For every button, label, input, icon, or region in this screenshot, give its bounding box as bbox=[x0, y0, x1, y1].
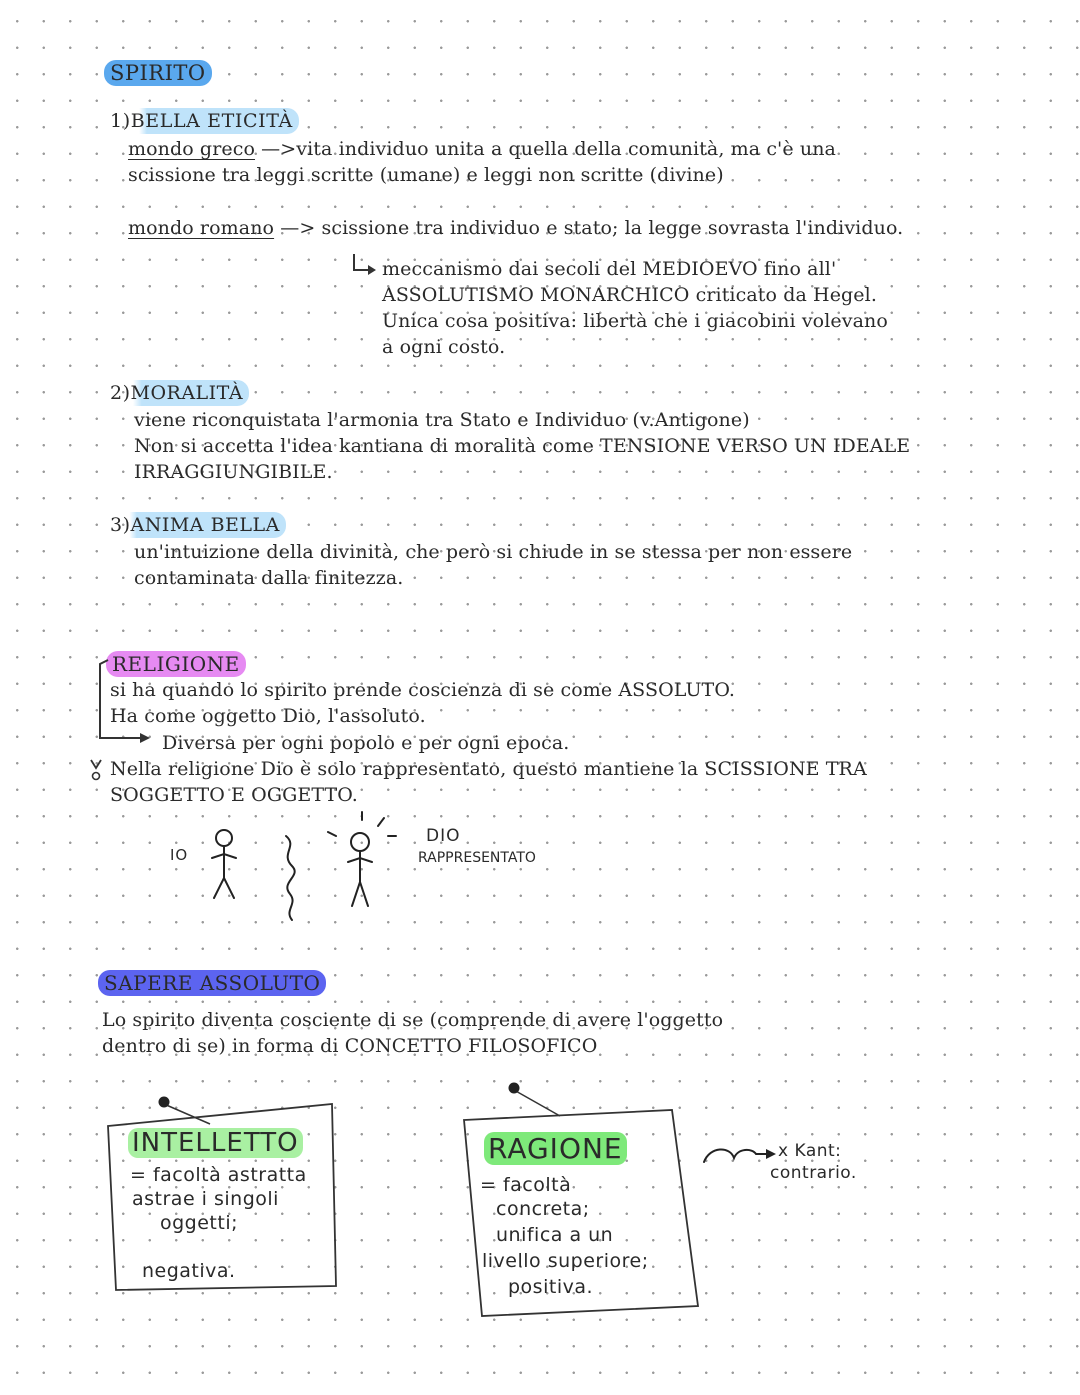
religione-line3: Diversa per ogni popolo e per ogni epoca. bbox=[162, 732, 570, 754]
moralita-line3: IRRAGGIUNGIBILE. bbox=[134, 461, 333, 483]
mondo-greco-term: mondo greco bbox=[128, 138, 256, 160]
religione-line4: Nella religione Dio è solo rappresentato, questo mantiene la SCISSIONE TRA bbox=[110, 758, 867, 780]
mondo-romano-line bbox=[128, 215, 903, 241]
intelletto-line1: = facoltà astratta bbox=[130, 1164, 307, 1186]
dio-stick-figure-icon bbox=[322, 810, 392, 910]
romano-sub-line2: ASSOLUTISMO MONARCHICO criticato da Hegel. bbox=[382, 284, 877, 306]
religione-line1: si ha quando lo spirito prende coscienza di se come ASSOLUTO. bbox=[110, 679, 736, 701]
romano-sub-line4: a ogni costo. bbox=[382, 336, 506, 358]
io-stick-figure-icon bbox=[208, 826, 248, 906]
religione-line2: Ha come oggetto Dio, l'assoluto. bbox=[110, 705, 426, 727]
ragione-line1: = facoltà bbox=[480, 1174, 572, 1196]
mondo-romano-text: —> scissione tra individuo e stato; la legge sovrasta l'individuo. bbox=[274, 217, 904, 239]
intelletto-line4: negativa. bbox=[142, 1260, 236, 1282]
sapere-line1: Lo spirito diventa cosciente di se (comprende di avere l'oggetto bbox=[102, 1009, 724, 1031]
bella-eticita-title: 1)BELLA ETICITÀ bbox=[104, 108, 299, 134]
moralita-line2: Non si accetta l'idea kantiana di moralità come TENSIONE VERSO UN IDEALE bbox=[134, 435, 911, 457]
religione-line5: SOGGETTO E OGGETTO. bbox=[110, 784, 358, 806]
anima-bella-line1: un'intuizione della divinità, che però si chiude in se stessa per non essere bbox=[134, 541, 853, 563]
squiggle-separator-icon bbox=[276, 832, 306, 922]
mondo-greco-line1 bbox=[128, 136, 836, 162]
mondo-greco-text: —>vita individuo unita a quella della comunità, ma c'è una bbox=[255, 138, 836, 160]
mondo-romano-term: mondo romano bbox=[128, 217, 275, 239]
rappresentato-label: RAPPRESENTATO bbox=[418, 850, 536, 866]
branch-arrow-icon bbox=[350, 252, 380, 282]
anima-bella-line2: contaminata dalla finitezza. bbox=[134, 567, 404, 589]
mondo-greco-line2: scissione tra leggi scritte (umane) e leggi non scritte (divine) bbox=[128, 164, 724, 186]
romano-sub-line1: meccanismo dai secoli del MEDIOEVO fino all' bbox=[382, 258, 837, 280]
io-label: IO bbox=[170, 846, 189, 864]
intelletto-line2: astrae i singoli bbox=[132, 1188, 279, 1210]
moralita-line1: viene riconquistata l'armonia tra Stato e Individuo (v.Antigone) bbox=[134, 409, 750, 431]
ragione-line5: positiva. bbox=[508, 1276, 594, 1298]
kant-line2: contrario. bbox=[770, 1163, 857, 1183]
sapere-assoluto-title: SAPERE ASSOLUTO bbox=[98, 970, 326, 996]
moralita-title: 2)MORALITÀ bbox=[104, 380, 249, 406]
anima-bella-title: 3)ANIMA BELLA bbox=[104, 512, 286, 538]
dio-label: DIO bbox=[426, 826, 461, 846]
romano-sub-line3: Unica cosa positiva: libertà che i giacobini volevano bbox=[382, 310, 888, 332]
ragione-line4: livello superiore; bbox=[482, 1250, 649, 1272]
ragione-line2: concreta; bbox=[496, 1198, 590, 1220]
sapere-line2: dentro di se) in forma di CONCETTO FILOSOFICO bbox=[102, 1035, 598, 1057]
ragione-title: RAGIONE bbox=[484, 1132, 627, 1165]
spirito-title: SPIRITO bbox=[104, 60, 212, 86]
religione-title: RELIGIONE bbox=[106, 651, 246, 677]
intelletto-title: INTELLETTO bbox=[128, 1128, 303, 1158]
kant-arrow-icon bbox=[700, 1142, 780, 1172]
ragione-line3: unifica a un bbox=[496, 1224, 614, 1246]
attention-icon bbox=[90, 758, 104, 782]
intelletto-line3: oggetti; bbox=[160, 1212, 239, 1234]
kant-line1: x Kant: bbox=[778, 1141, 842, 1161]
